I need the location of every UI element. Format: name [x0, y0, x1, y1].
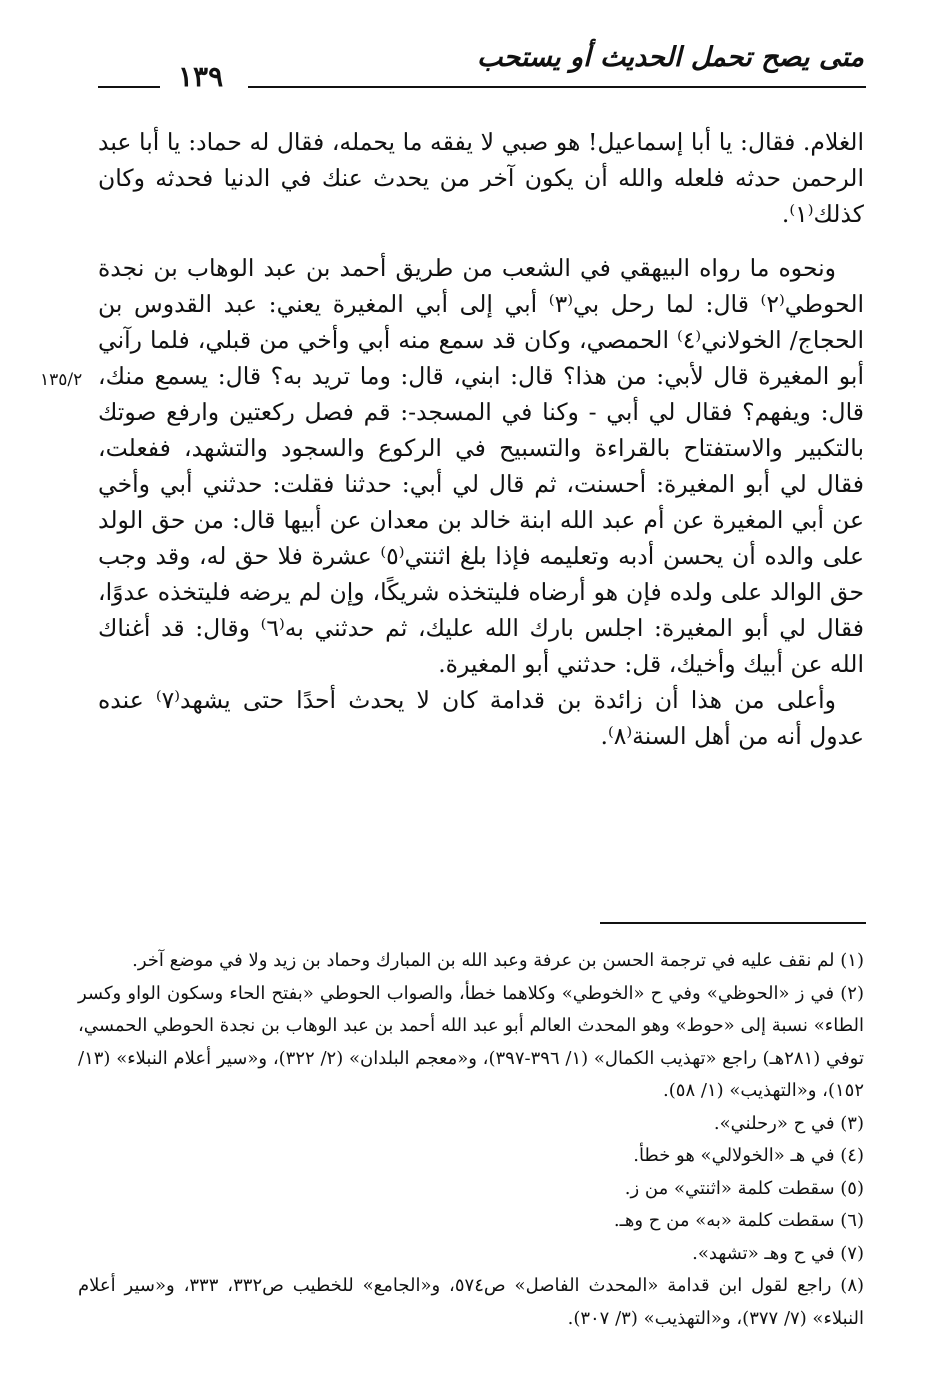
footnote: (١) لم نقف عليه في ترجمة الحسن بن عرفة وعبد الله بن المبارك وحماد بن زيد ولا في موضع آخر. [132, 950, 864, 971]
footnote: (٨) راجع لقول ابن قدامة «المحدث الفاصل» ص٥٧٤، و«الجامع» للخطيب ص٣٣٢، ٣٣٣، و«سير أعلام النبلاء» (٧/ ٣٧٧)، و«التهذيب» (٣/ ٣٠٧). [78, 1275, 865, 1329]
margin-reference: ١٣٥/٢ [40, 370, 83, 390]
running-header-title: متى يصح تحمل الحديث أو يستحب [476, 42, 864, 73]
paragraph: الغلام. فقال: يا أبا إسماعيل! هو صبي لا يفقه ما يحمله، فقال له حماد: يا أبا عبد الرحمن حدثه فلعله والله أن يكون آخر من يحدث عنك في الدنيا فحدثه وكان كذلك⁽١⁾. [98, 128, 864, 228]
footnote: (٤) في هـ «الخولالي» هو خطأ. [633, 1145, 864, 1166]
footnotes [78, 945, 864, 1335]
footnote: (٣) في ح «رحلني». [713, 1112, 864, 1134]
footnote: (٧) في ح وهـ «تشهد». [692, 1242, 864, 1264]
footnote: (٥) سقطت كلمة «اثنتي» من ز. [624, 1177, 864, 1199]
footnote-separator [600, 922, 866, 924]
footnote: (٦) سقطت كلمة «به» من ح وهـ. [613, 1210, 864, 1231]
body-text [98, 124, 864, 754]
paragraph: وأعلى من هذا أن زائدة بن قدامة كان لا يحدث أحدًا حتى يشهد⁽٧⁾ عنده عدول أنه من أهل السنة⁽٨⁾. [98, 686, 864, 750]
header-rule [248, 86, 866, 88]
paragraph: ونحوه ما رواه البيهقي في الشعب من طريق أحمد بن عبد الوهاب بن نجدة الحوطي⁽٢⁾ قال: لما رحل بي⁽٣⁾ أبي إلى أبي المغيرة يعني: عبد القدوس بن الحجاج/ الخولاني⁽٤⁾ الحمصي، وكان قد سمع منه أبي وأخي من قبلي، فلما رآني أبو المغيرة قال لأبي: من هذا؟ قال: ابني، قال: وما تريد به؟ قال: يسمع منك، قال: ويفهم؟ فقال لي أبي - وكنا في المسجد-: قم فصل ركعتين وارفع صوتك بالتكبير والاستفتاح بالقراءة والتسبيح في الركوع والسجود والتشهد، ففعلت، فقال لي أبو المغيرة: أحسنت، ثم قال لي أبي: حدثنا فقلت: حدثني أبي وأخي عن أبي المغيرة عن أم عبد الله ابنة خالد بن معدان عن أبيها قال: من حق الولد على والده أن يحسن أدبه وتعليمه فإذا بلغ اثنتي⁽٥⁾ عشرة فلا حق له، وقد وجب حق الوالد على ولده فإن هو أرضاه فليتخذه شريكًا، وإن لم يرضه فليتخذه عدوًا، فقال لي أبو المغيرة: اجلس بارك الله عليك، ثم حدثني به⁽٦⁾ وقال: قد أغناك الله عن أبيك وأخيك، قل: حدثني أبو المغيرة. [98, 254, 865, 678]
footnote: (٢) في ز «الحوظي» وفي ح «الخوطي» وكلاهما خطأ، والصواب الحوطي «بفتح الحاء وسكون الواو وكسر الطاء» نسبة إلى «حوط» وهو المحدث العالم أبو عبد الله أحمد بن عبد الوهاب بن نجدة الحوطي الحمسي، توفي (٢٨١هـ) راجع «تهذيب الكمال» (١/ ٣٩٦-٣٩٧)، و«معجم البلدان» (٢/ ٣٢٢)، و«سير أعلام النبلاء» (١٣/ ١٥٢)، و«التهذيب» (١/ ٥٨). [78, 982, 864, 1101]
header-rule-short [98, 86, 160, 88]
page-number: ١٣٩ [178, 60, 224, 93]
